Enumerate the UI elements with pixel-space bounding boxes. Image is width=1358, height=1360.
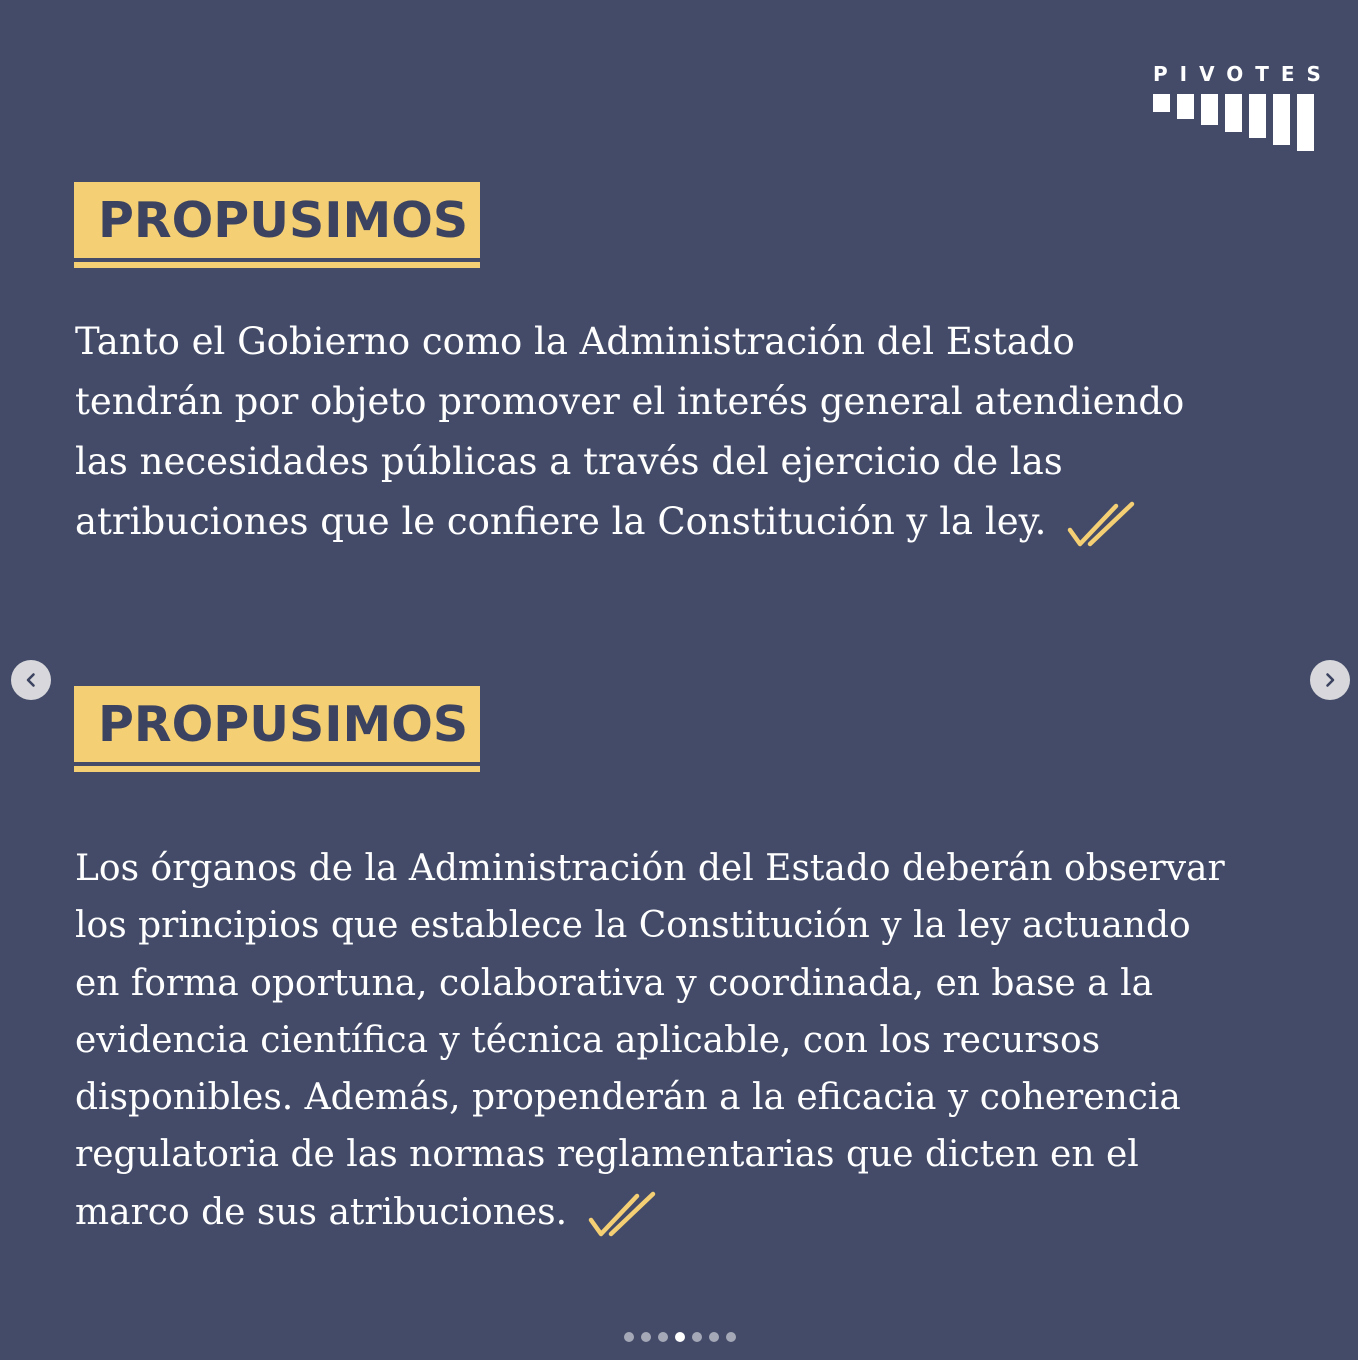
text-line: regulatoria de las normas reglamentarias que dicten en el: [75, 1134, 1139, 1176]
propusimos-badge-2: [74, 686, 480, 772]
carousel-pagination: [624, 1332, 736, 1342]
pagination-dot[interactable]: [658, 1332, 668, 1342]
text-line: en forma oportuna, colaborativa y coordinada, en base a la: [75, 962, 1154, 1004]
logo-text: PIVOTES: [1153, 62, 1333, 86]
pagination-dot[interactable]: [692, 1332, 702, 1342]
carousel-next-button[interactable]: [1310, 660, 1350, 700]
text-line: tendrán por objeto promover el interés general atendiendo: [75, 380, 1185, 423]
text-line: los principios que establece la Constitución y la ley actuando: [75, 905, 1191, 947]
pivotes-bars-icon: [1153, 92, 1318, 152]
text-line-last: [75, 1184, 1245, 1241]
chevron-right-icon: [1322, 672, 1338, 688]
chevron-left-icon: [23, 672, 39, 688]
double-check-icon: [1066, 500, 1138, 550]
text-line: atribuciones que le confiere la Constitución y la ley.: [75, 500, 1047, 543]
pagination-dot[interactable]: [709, 1332, 719, 1342]
carousel-prev-button[interactable]: [11, 660, 51, 700]
badge-label: PROPUSIMOS: [98, 696, 469, 753]
pagination-dot[interactable]: [624, 1332, 634, 1342]
badge-underline: [74, 262, 480, 268]
double-check-icon: [587, 1190, 659, 1240]
badge-underline: [74, 766, 480, 772]
text-line: marco de sus atribuciones.: [75, 1191, 568, 1233]
pagination-dot[interactable]: [726, 1332, 736, 1342]
text-line: evidencia científica y técnica aplicable, con los recursos: [75, 1019, 1101, 1061]
text-line: las necesidades públicas a través del ejercicio de las: [75, 440, 1063, 483]
section-1-text: [75, 312, 1235, 552]
pagination-dot-active[interactable]: [675, 1332, 685, 1342]
pivotes-logo: [1150, 62, 1333, 154]
text-line: Tanto el Gobierno como la Administración del Estado: [75, 320, 1075, 363]
badge-label: PROPUSIMOS: [98, 192, 469, 249]
text-line-last: [75, 492, 1235, 552]
text-line: disponibles. Además, propenderán a la eficacia y coherencia: [75, 1077, 1181, 1119]
text-line: Los órganos de la Administración del Estado deberán observar: [75, 848, 1225, 889]
section-2-text: [75, 840, 1245, 1241]
pagination-dot[interactable]: [641, 1332, 651, 1342]
propusimos-badge-1: [74, 182, 480, 268]
